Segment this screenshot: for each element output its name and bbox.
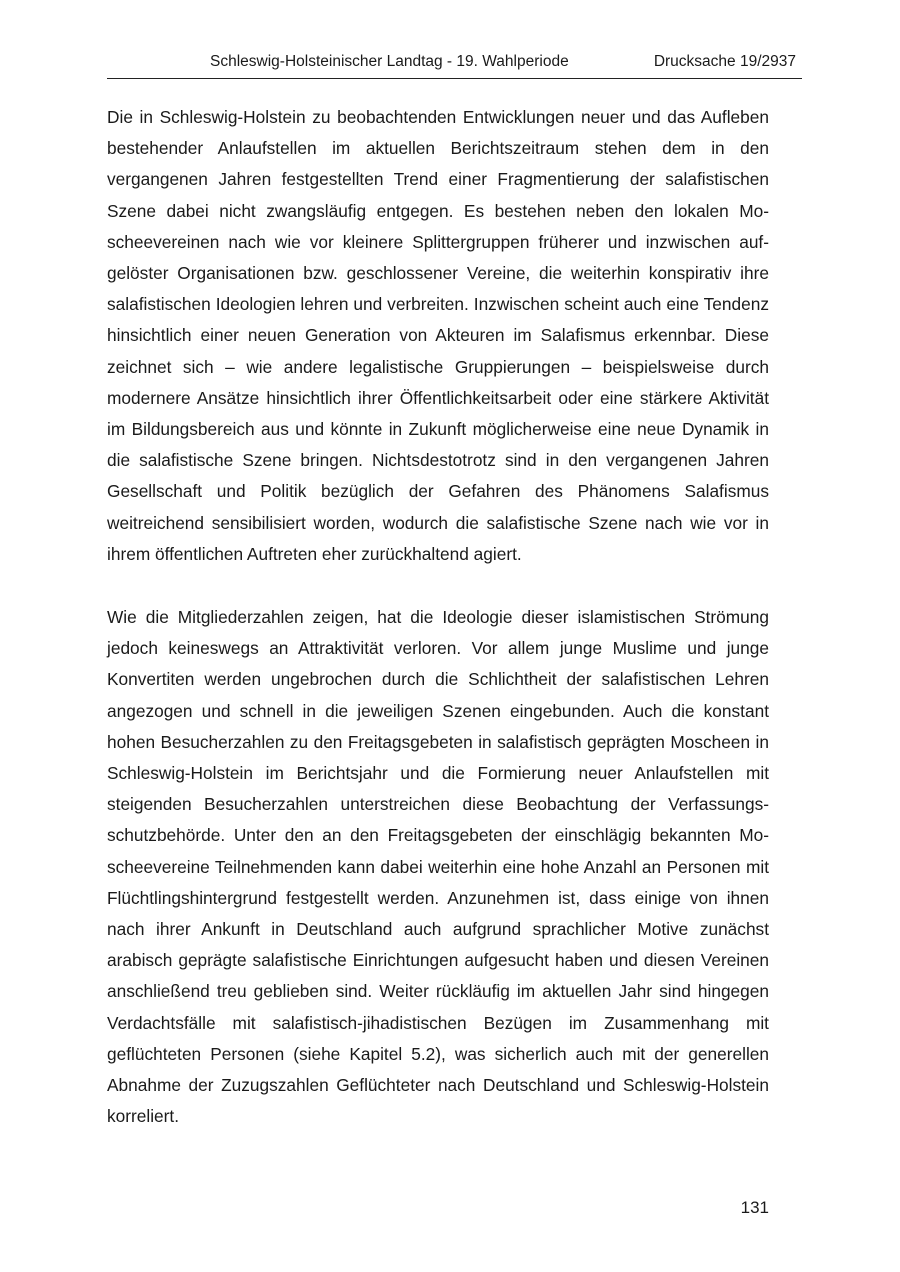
page-number: 131 [740,1198,769,1217]
document-number: Drucksache 19/2937 [653,53,796,70]
paragraph-2: Wie die Mitgliederzahlen zeigen, hat die Ideologie dieser islamistischen Strömung jedoch keineswegs an Attraktivität verloren. Vor allem junge Muslime und junge Konvertiten werden ungebrochen durch die Schlichtheit der salafistischen Lehren angezogen und schnell in die jeweiligen Szenen eingebunden. Auch die konstant hohen Besucherzahlen zu den Freitagsgebeten in salafistisch geprägten Moscheen in Schleswig-Holstein im Berichtsjahr und die Formierung neuer Anlaufstellen mit steigenden Besucherzahlen unterstreichen diese Beobachtung der Verfassungsschutzbehörde. Unter den an den Freitagsgebeten der einschlägig bekannten Moscheevereine Teilnehmenden kann dabei weiterhin eine hohe Anzahl an Personen mit Flüchtlingshintergrund festgestellt werden. Anzunehmen ist, dass einige von ihnen nach ihrer Ankunft in Deutschland auch aufgrund sprachlicher Motive zunächst arabisch geprägte salafistische Einrichtungen aufgesucht haben und diesen Vereinen anschließend treu geblieben sind. Weiter rückläufig im aktuellen Jahr sind hingegen Verdachtsfälle mit salafistisch-jihadistischen Bezügen im Zusammenhang mit geflüchteten Personen (siehe Kapitel 5.2), was sicherlich auch mit der generellen Abnahme der Zuzugszahlen Geflüchteter nach Deutschland und Schleswig-Holstein korreliert. [107,607,769,1127]
page-header [107,50,802,79]
header-title: Schleswig-Holsteinischer Landtag - 19. Wahlperiode [210,53,569,70]
paragraph-1: Die in Schleswig-Holstein zu beobachtenden Entwicklungen neuer und das Aufleben bestehender Anlaufstellen im aktuellen Berichtszeitraum stehen dem in den vergangenen Jahren festgestellten Trend einer Fragmentierung der salafistischen Szene dabei nicht zwangsläufig entgegen. Es bestehen neben den lokalen Moscheevereinen nach wie vor kleinere Splittergruppen früherer und inzwischen aufgelöster Organisationen bzw. geschlossener Vereine, die weiterhin konspirativ ihre salafistischen Ideologien lehren und verbreiten. Inzwischen scheint auch eine Tendenz hinsichtlich einer neuen Generation von Akteuren im Salafismus erkennbar. Diese zeichnet sich – wie andere legalistische Gruppierungen – beispielsweise durch modernere Ansätze hinsichtlich ihrer Öffentlichkeitsarbeit oder eine stärkere Aktivität im Bildungsbereich aus und könnte in Zukunft möglicherweise eine neue Dynamik in die salafistische Szene bringen. Nichtsdestotrotz sind in den vergangenen Jahren Gesellschaft und Politik bezüglich der Gefahren des Phänomens Salafismus weitreichend sensibilisiert worden, wodurch die salafistische Szene nach wie vor in ihrem öffentlichen Auftreten eher zurückhaltend agiert. [107,107,769,564]
